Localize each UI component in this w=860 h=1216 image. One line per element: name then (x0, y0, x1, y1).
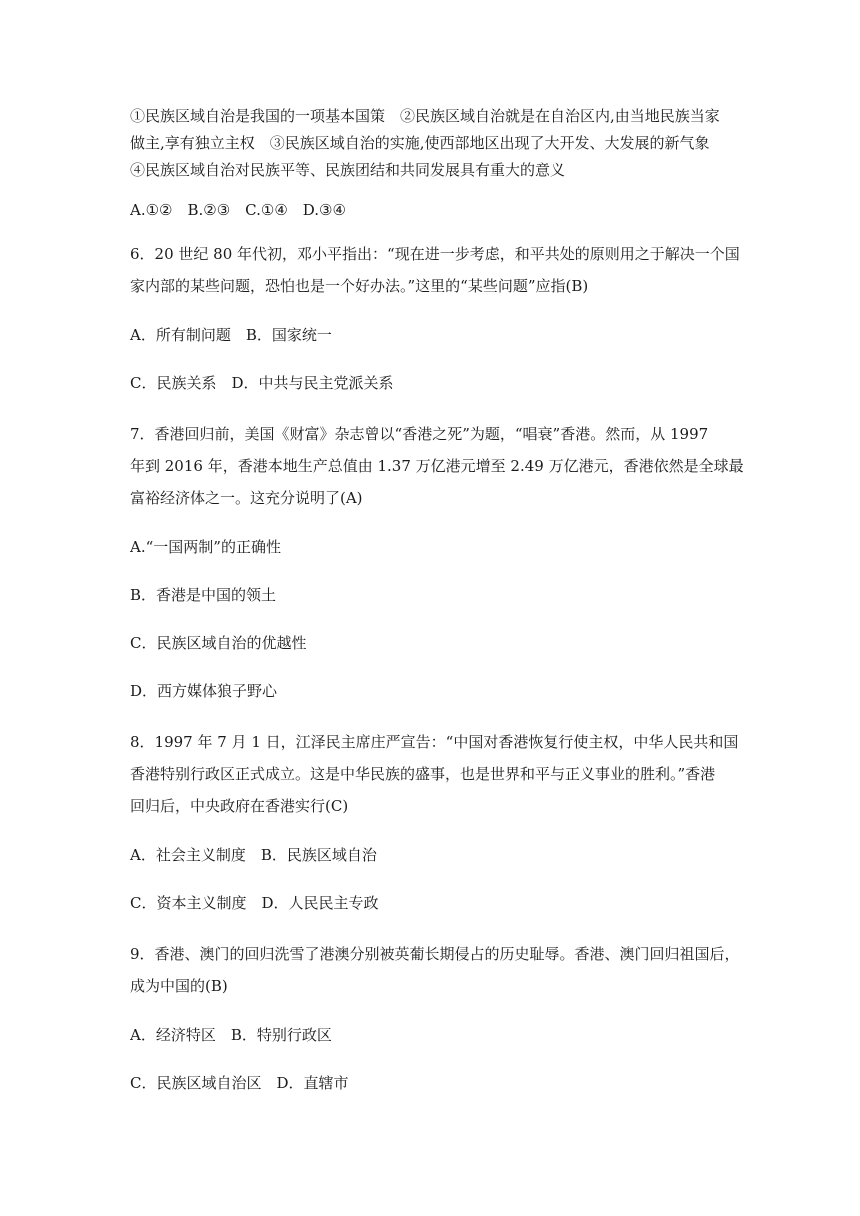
q7-stem-line-2: 年到 2016 年，香港本地生产总值由 1.37 万亿港元增至 2.49 万亿港元，香港依然是全球最 (130, 457, 744, 475)
q8-stem-line-3: 回归后，中央政府在香港实行(C) (130, 797, 349, 815)
q5-statement-line-1: ①民族区域自治是我国的一项基本国策 ②民族区域自治就是在自治区内,由当地民族当家 (130, 107, 720, 125)
q8-stem-line-1: 8．1997 年 7 月 1 日，江泽民主席庄严宣告：“中国对香港恢复行使主权，中华人民共和国 (130, 733, 739, 751)
q5-statement-line-3: ④民族区域自治对民族平等、民族团结和共同发展具有重大的意义 (130, 161, 566, 179)
q7-stem-line-3: 富裕经济体之一。这充分说明了(A) (130, 489, 363, 507)
q5-options: A.①② B.②③ C.①④ D.③④ (130, 201, 346, 219)
q7-stem-line-1: 7．香港回归前，美国《财富》杂志曾以“香港之死”为题，“唱衰”香港。然而，从 1997 (130, 425, 709, 443)
q6-stem-line-1: 6．20 世纪 80 年代初，邓小平指出：“现在进一步考虑，和平共处的原则用之于解决一个国 (130, 245, 740, 263)
q7-option-a: A.“一国两制”的正确性 (130, 538, 281, 556)
q7-option-c: C．民族区域自治的优越性 (130, 634, 307, 652)
q9-stem-line-2: 成为中国的(B) (130, 977, 228, 995)
q7-option-b: B．香港是中国的领土 (130, 586, 277, 604)
q8-options-cd: C．资本主义制度 D．人民民主专政 (130, 894, 379, 912)
q6-options-cd: C．民族关系 D．中共与民主党派关系 (130, 374, 394, 392)
q8-stem-line-2: 香港特别行政区正式成立。这是中华民族的盛事，也是世界和平与正义事业的胜利。”香港 (130, 765, 716, 783)
q8-options-ab: A．社会主义制度 B．民族区域自治 (130, 846, 377, 864)
q6-options-ab: A．所有制问题 B．国家统一 (130, 326, 332, 344)
q9-options-ab: A．经济特区 B．特别行政区 (130, 1026, 332, 1044)
q6-stem-line-2: 家内部的某些问题，恐怕也是一个好办法。”这里的“某些问题”应指(B) (130, 277, 589, 295)
q7-option-d: D．西方媒体狼子野心 (130, 682, 278, 700)
q9-options-cd: C．民族区域自治区 D．直辖市 (130, 1074, 349, 1092)
q5-statement-line-2: 做主,享有独立主权 ③民族区域自治的实施,使西部地区出现了大开发、大发展的新气象 (130, 134, 710, 152)
q9-stem-line-1: 9．香港、澳门的回归洗雪了港澳分别被英葡长期侵占的历史耻辱。香港、澳门回归祖国后， (130, 945, 740, 963)
